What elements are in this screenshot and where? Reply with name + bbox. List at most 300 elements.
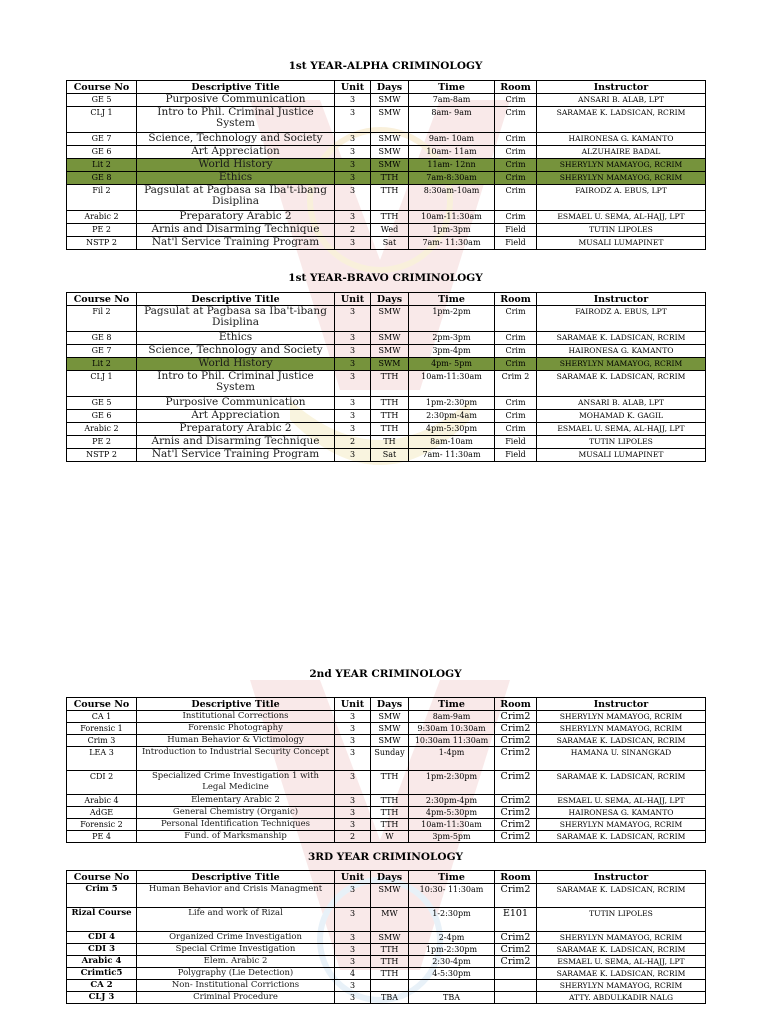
table-row <box>67 224 706 237</box>
header-row <box>67 81 706 94</box>
cell-room <box>495 992 537 1004</box>
schedule-table <box>66 80 706 250</box>
cell-unit: 2 <box>335 831 371 843</box>
cell-room: Crim2 <box>495 956 537 968</box>
column-header: Course No <box>67 293 137 306</box>
section-title: 3RD YEAR CRIMINOLOGY <box>307 851 464 863</box>
cell-time: 11am- 12nn <box>409 159 495 172</box>
cell-unit: 3 <box>335 807 371 819</box>
cell-room: Crim <box>495 410 537 423</box>
cell-inst: TUTIN LIPOLES <box>537 436 706 449</box>
cell-days: Sunday <box>371 747 409 771</box>
cell-days: TTH <box>371 423 409 436</box>
cell-cno: Crim 5 <box>67 884 137 908</box>
column-header: Days <box>371 293 409 306</box>
cell-cno: Arabic 2 <box>67 211 137 224</box>
table-row <box>67 884 706 908</box>
column-header: Days <box>371 698 409 711</box>
table-row <box>67 397 706 410</box>
column-header: Room <box>495 698 537 711</box>
cell-unit: 3 <box>335 449 371 462</box>
table-row <box>67 819 706 831</box>
cell-inst: ANSARI B. ALAB, LPT <box>537 397 706 410</box>
cell-inst: FAIRODZ A. EBUS, LPT <box>537 306 706 332</box>
cell-unit: 3 <box>335 332 371 345</box>
cell-time: 9am- 10am <box>409 133 495 146</box>
cell-room: Crim2 <box>495 819 537 831</box>
table-row <box>67 345 706 358</box>
column-header: Time <box>409 698 495 711</box>
cell-room: Field <box>495 449 537 462</box>
cell-days: SWM <box>371 358 409 371</box>
cell-title: Life and work of Rizal <box>137 908 335 932</box>
cell-cno: Fil 2 <box>67 185 137 211</box>
cell-cno: Crim 3 <box>67 735 137 747</box>
cell-room: Field <box>495 224 537 237</box>
cell-time: 8am-10am <box>409 436 495 449</box>
cell-inst: TUTIN LIPOLES <box>537 224 706 237</box>
cell-title: Elementary Arabic 2 <box>137 795 335 807</box>
column-header: Instructor <box>537 81 706 94</box>
schedule-table <box>66 697 706 843</box>
cell-cno: Arabic 2 <box>67 423 137 436</box>
table-row <box>67 771 706 795</box>
cell-inst: FAIRODZ A. EBUS, LPT <box>537 185 706 211</box>
cell-unit: 3 <box>335 980 371 992</box>
column-header: Instructor <box>537 293 706 306</box>
cell-title: Purposive Communication <box>137 94 335 107</box>
cell-days: SMW <box>371 159 409 172</box>
cell-cno: CDI 3 <box>67 944 137 956</box>
cell-unit: 3 <box>335 211 371 224</box>
cell-cno: AdGE <box>67 807 137 819</box>
column-header: Room <box>495 81 537 94</box>
cell-room: Crim2 <box>495 944 537 956</box>
cell-room: Crim2 <box>495 747 537 771</box>
table-row <box>67 332 706 345</box>
cell-time: 1pm-3pm <box>409 224 495 237</box>
table-row <box>67 992 706 1004</box>
cell-title: Intro to Phil. Criminal Justice System <box>137 371 335 397</box>
column-header: Days <box>371 81 409 94</box>
cell-time: 1-4pm <box>409 747 495 771</box>
cell-inst: HAIRONESA G. KAMANTO <box>537 133 706 146</box>
table-row <box>67 358 706 371</box>
cell-time: 1pm-2pm <box>409 306 495 332</box>
section-title: 1st YEAR-ALPHA CRIMINOLOGY <box>288 60 483 72</box>
cell-time: 4-5:30pm <box>409 968 495 980</box>
cell-unit: 3 <box>335 397 371 410</box>
cell-room: Crim <box>495 185 537 211</box>
cell-inst: ESMAEL U. SEMA, AL-HAJJ, LPT <box>537 211 706 224</box>
cell-room: Crim <box>495 159 537 172</box>
cell-time: 2:30-4pm <box>409 956 495 968</box>
column-header: Descriptive Title <box>137 81 335 94</box>
column-header: Course No <box>67 81 137 94</box>
cell-unit: 3 <box>335 944 371 956</box>
cell-days: Wed <box>371 224 409 237</box>
cell-cno: PE 2 <box>67 436 137 449</box>
cell-inst: SARAMAE K. LADSICAN, RCRIM <box>537 735 706 747</box>
cell-unit: 3 <box>335 735 371 747</box>
cell-room: Field <box>495 237 537 250</box>
table-row <box>67 423 706 436</box>
cell-title: Organized Crime Investigation <box>137 932 335 944</box>
table-row <box>67 723 706 735</box>
cell-inst: SHERYLYN MAMAYOG, RCRIM <box>537 159 706 172</box>
cell-title: World History <box>137 159 335 172</box>
cell-unit: 3 <box>335 771 371 795</box>
column-header: Time <box>409 871 495 884</box>
cell-cno: Fil 2 <box>67 306 137 332</box>
cell-room: Crim2 <box>495 735 537 747</box>
cell-title: Specialized Crime Investigation 1 with Legal Medicine <box>137 771 335 795</box>
cell-cno: PE 4 <box>67 831 137 843</box>
cell-title: Pagsulat at Pagbasa sa Iba't-ibang Disiplina <box>137 185 335 211</box>
cell-time <box>409 980 495 992</box>
cell-title: Art Appreciation <box>137 410 335 423</box>
table-row <box>67 807 706 819</box>
cell-time: 7am- 11:30am <box>409 237 495 250</box>
cell-days: TBA <box>371 992 409 1004</box>
cell-time: 4pm- 5pm <box>409 358 495 371</box>
table-row <box>67 237 706 250</box>
cell-time: 1pm-2:30pm <box>409 397 495 410</box>
cell-unit: 3 <box>335 423 371 436</box>
cell-cno: NSTP 2 <box>67 449 137 462</box>
cell-title: Science, Technology and Society <box>137 345 335 358</box>
cell-time: 10am-11:30am <box>409 371 495 397</box>
cell-room: Crim2 <box>495 932 537 944</box>
cell-cno: PE 2 <box>67 224 137 237</box>
cell-inst: ATTY. ABDULKADIR NALG <box>537 992 706 1004</box>
cell-room: Crim <box>495 306 537 332</box>
table-row <box>67 306 706 332</box>
cell-inst: SARAMAE K. LADSICAN, RCRIM <box>537 884 706 908</box>
cell-cno: GE 7 <box>67 345 137 358</box>
table-row <box>67 795 706 807</box>
table-row <box>67 436 706 449</box>
cell-cno: CDI 4 <box>67 932 137 944</box>
cell-inst: SHERYLYN MAMAYOG, RCRIM <box>537 980 706 992</box>
column-header: Descriptive Title <box>137 698 335 711</box>
cell-unit: 3 <box>335 172 371 185</box>
cell-title: Nat'l Service Training Program <box>137 237 335 250</box>
cell-days: SMW <box>371 94 409 107</box>
cell-time: 4pm-5:30pm <box>409 423 495 436</box>
cell-days: TTH <box>371 172 409 185</box>
cell-cno: Crimtic5 <box>67 968 137 980</box>
cell-days: W <box>371 831 409 843</box>
cell-inst: SHERYLYN MAMAYOG, RCRIM <box>537 819 706 831</box>
cell-title: Arnis and Disarming Technique <box>137 436 335 449</box>
cell-room <box>495 968 537 980</box>
cell-days: TTH <box>371 956 409 968</box>
column-header: Descriptive Title <box>137 871 335 884</box>
cell-title: Ethics <box>137 172 335 185</box>
table-row <box>67 159 706 172</box>
cell-title: General Chemistry (Organic) <box>137 807 335 819</box>
cell-title: Art Appreciation <box>137 146 335 159</box>
cell-inst: SARAMAE K. LADSICAN, RCRIM <box>537 831 706 843</box>
cell-room: Crim2 <box>495 723 537 735</box>
table-row <box>67 980 706 992</box>
cell-cno: LEA 3 <box>67 747 137 771</box>
cell-inst: ALZUHAIRE BADAL <box>537 146 706 159</box>
cell-time: 3pm-5pm <box>409 831 495 843</box>
table-row <box>67 410 706 423</box>
cell-title: Arnis and Disarming Technique <box>137 224 335 237</box>
cell-title: Forensic Photography <box>137 723 335 735</box>
cell-inst: HAIRONESA G. KAMANTO <box>537 345 706 358</box>
table-row <box>67 747 706 771</box>
cell-unit: 2 <box>335 436 371 449</box>
cell-unit: 3 <box>335 908 371 932</box>
cell-inst: MUSALI LUMAPINET <box>537 237 706 250</box>
column-header: Room <box>495 871 537 884</box>
cell-inst: ESMAEL U. SEMA, AL-HAJJ, LPT <box>537 795 706 807</box>
cell-days <box>371 980 409 992</box>
cell-days: TTH <box>371 968 409 980</box>
column-header: Unit <box>335 698 371 711</box>
cell-days: TTH <box>371 819 409 831</box>
cell-unit: 3 <box>335 94 371 107</box>
cell-cno: Forensic 2 <box>67 819 137 831</box>
table-row <box>67 956 706 968</box>
cell-days: TTH <box>371 397 409 410</box>
cell-inst: SHERYLYN MAMAYOG, RCRIM <box>537 932 706 944</box>
cell-time: 8am- 9am <box>409 107 495 133</box>
cell-inst: MUSALI LUMAPINET <box>537 449 706 462</box>
cell-inst: ANSARI B. ALAB, LPT <box>537 94 706 107</box>
cell-time: 10:30- 11:30am <box>409 884 495 908</box>
cell-time: 2:30pm-4am <box>409 410 495 423</box>
cell-days: MW <box>371 908 409 932</box>
column-header: Unit <box>335 81 371 94</box>
cell-inst: ESMAEL U. SEMA, AL-HAJJ, LPT <box>537 423 706 436</box>
cell-unit: 3 <box>335 992 371 1004</box>
column-header: Days <box>371 871 409 884</box>
cell-time: 9:30am 10:30am <box>409 723 495 735</box>
cell-days: SMW <box>371 332 409 345</box>
cell-room: Crim <box>495 133 537 146</box>
cell-unit: 4 <box>335 968 371 980</box>
cell-title: Fund. of Marksmanship <box>137 831 335 843</box>
cell-title: Human Behavior & Victimology <box>137 735 335 747</box>
cell-days: TH <box>371 436 409 449</box>
cell-time: 7am-8:30am <box>409 172 495 185</box>
cell-days: TTH <box>371 771 409 795</box>
schedule-table <box>66 292 706 462</box>
cell-time: 4pm-5:30pm <box>409 807 495 819</box>
cell-title: Pagsulat at Pagbasa sa Iba't-ibang Disiplina <box>137 306 335 332</box>
cell-time: TBA <box>409 992 495 1004</box>
cell-room: Crim2 <box>495 711 537 723</box>
cell-room: Crim <box>495 94 537 107</box>
cell-room: Crim <box>495 358 537 371</box>
header-row <box>67 871 706 884</box>
cell-unit: 3 <box>335 133 371 146</box>
cell-cno: CDI 2 <box>67 771 137 795</box>
cell-inst: SARAMAE K. LADSICAN, RCRIM <box>537 968 706 980</box>
cell-inst: SHERYLYN MAMAYOG, RCRIM <box>537 723 706 735</box>
cell-days: TTH <box>371 211 409 224</box>
cell-title: Nat'l Service Training Program <box>137 449 335 462</box>
cell-title: Criminal Procedure <box>137 992 335 1004</box>
cell-time: 2:30pm-4pm <box>409 795 495 807</box>
cell-cno: Rizal Course <box>67 908 137 932</box>
cell-inst: SARAMAE K. LADSICAN, RCRIM <box>537 107 706 133</box>
section-title: 2nd YEAR CRIMINOLOGY <box>309 668 462 680</box>
table-row <box>67 172 706 185</box>
cell-room: Crim <box>495 172 537 185</box>
cell-unit: 3 <box>335 723 371 735</box>
cell-days: SMW <box>371 735 409 747</box>
cell-inst: MOHAMAD K. GAGIL <box>537 410 706 423</box>
cell-inst: SARAMAE K. LADSICAN, RCRIM <box>537 944 706 956</box>
column-header: Instructor <box>537 871 706 884</box>
cell-inst: SARAMAE K. LADSICAN, RCRIM <box>537 332 706 345</box>
cell-room: E101 <box>495 908 537 932</box>
table-row <box>67 831 706 843</box>
cell-cno: GE 5 <box>67 397 137 410</box>
cell-time: 8am-9am <box>409 711 495 723</box>
table-row <box>67 146 706 159</box>
cell-unit: 3 <box>335 107 371 133</box>
cell-unit: 3 <box>335 371 371 397</box>
column-header: Instructor <box>537 698 706 711</box>
cell-title: Introduction to Industrial Security Concept <box>137 747 335 771</box>
column-header: Time <box>409 293 495 306</box>
column-header: Unit <box>335 871 371 884</box>
cell-room: Crim2 <box>495 807 537 819</box>
cell-days: SMW <box>371 932 409 944</box>
cell-unit: 3 <box>335 185 371 211</box>
cell-room: Crim <box>495 211 537 224</box>
cell-time: 3pm-4pm <box>409 345 495 358</box>
cell-inst: SHERYLYN MAMAYOG, RCRIM <box>537 358 706 371</box>
cell-room: Crim2 <box>495 831 537 843</box>
table-row <box>67 735 706 747</box>
header-row <box>67 698 706 711</box>
cell-room: Crim2 <box>495 884 537 908</box>
cell-title: Preparatory Arabic 2 <box>137 423 335 436</box>
cell-title: Ethics <box>137 332 335 345</box>
cell-time: 10am- 11am <box>409 146 495 159</box>
cell-room: Crim <box>495 397 537 410</box>
table-row <box>67 908 706 932</box>
table-row <box>67 371 706 397</box>
table-row <box>67 133 706 146</box>
cell-title: Science, Technology and Society <box>137 133 335 146</box>
cell-unit: 3 <box>335 410 371 423</box>
table-row <box>67 107 706 133</box>
column-header: Unit <box>335 293 371 306</box>
cell-room: Crim 2 <box>495 371 537 397</box>
cell-cno: CA 1 <box>67 711 137 723</box>
cell-unit: 3 <box>335 819 371 831</box>
cell-unit: 3 <box>335 345 371 358</box>
cell-unit: 3 <box>335 795 371 807</box>
cell-time: 2pm-3pm <box>409 332 495 345</box>
cell-unit: 3 <box>335 306 371 332</box>
cell-room: Crim2 <box>495 771 537 795</box>
cell-cno: CLJ 1 <box>67 107 137 133</box>
cell-cno: Lit 2 <box>67 358 137 371</box>
cell-room <box>495 980 537 992</box>
cell-title: Non- Institutional Corrictions <box>137 980 335 992</box>
cell-time: 7am-8am <box>409 94 495 107</box>
table-row <box>67 211 706 224</box>
cell-unit: 3 <box>335 159 371 172</box>
cell-cno: GE 6 <box>67 146 137 159</box>
cell-days: SMW <box>371 884 409 908</box>
cell-inst: HAIRONESA G. KAMANTO <box>537 807 706 819</box>
cell-days: Sat <box>371 449 409 462</box>
cell-title: Elem. Arabic 2 <box>137 956 335 968</box>
cell-days: SMW <box>371 723 409 735</box>
cell-cno: Arabic 4 <box>67 956 137 968</box>
cell-time: 8:30am-10am <box>409 185 495 211</box>
cell-days: SMW <box>371 306 409 332</box>
cell-cno: GE 7 <box>67 133 137 146</box>
cell-cno: CLJ 1 <box>67 371 137 397</box>
cell-cno: NSTP 2 <box>67 237 137 250</box>
cell-cno: CA 2 <box>67 980 137 992</box>
section-title: 1st YEAR-BRAVO CRIMINOLOGY <box>288 272 483 284</box>
table-row <box>67 944 706 956</box>
cell-title: Personal Identification Techniques <box>137 819 335 831</box>
cell-unit: 3 <box>335 956 371 968</box>
cell-room: Crim <box>495 146 537 159</box>
cell-unit: 3 <box>335 884 371 908</box>
cell-room: Crim2 <box>495 795 537 807</box>
cell-days: SMW <box>371 711 409 723</box>
cell-unit: 3 <box>335 747 371 771</box>
cell-days: SMW <box>371 107 409 133</box>
column-header: Room <box>495 293 537 306</box>
cell-title: Preparatory Arabic 2 <box>137 211 335 224</box>
cell-cno: Forensic 1 <box>67 723 137 735</box>
cell-days: TTH <box>371 371 409 397</box>
table-row <box>67 711 706 723</box>
header-row <box>67 293 706 306</box>
cell-title: World History <box>137 358 335 371</box>
cell-days: SMW <box>371 345 409 358</box>
cell-time: 2-4pm <box>409 932 495 944</box>
cell-time: 10:30am 11:30am <box>409 735 495 747</box>
table-row <box>67 94 706 107</box>
cell-unit: 3 <box>335 237 371 250</box>
cell-days: TTH <box>371 944 409 956</box>
cell-days: TTH <box>371 410 409 423</box>
cell-unit: 3 <box>335 358 371 371</box>
cell-title: Polygraphy (Lie Detection) <box>137 968 335 980</box>
table-row <box>67 932 706 944</box>
cell-inst: SHERYLYN MAMAYOG, RCRIM <box>537 711 706 723</box>
column-header: Course No <box>67 698 137 711</box>
cell-room: Field <box>495 436 537 449</box>
cell-unit: 3 <box>335 711 371 723</box>
cell-days: SMW <box>371 133 409 146</box>
table-row <box>67 449 706 462</box>
column-header: Course No <box>67 871 137 884</box>
cell-cno: GE 6 <box>67 410 137 423</box>
cell-title: Human Behavior and Crisis Managment <box>137 884 335 908</box>
cell-cno: Lit 2 <box>67 159 137 172</box>
cell-days: Sat <box>371 237 409 250</box>
cell-room: Crim <box>495 107 537 133</box>
